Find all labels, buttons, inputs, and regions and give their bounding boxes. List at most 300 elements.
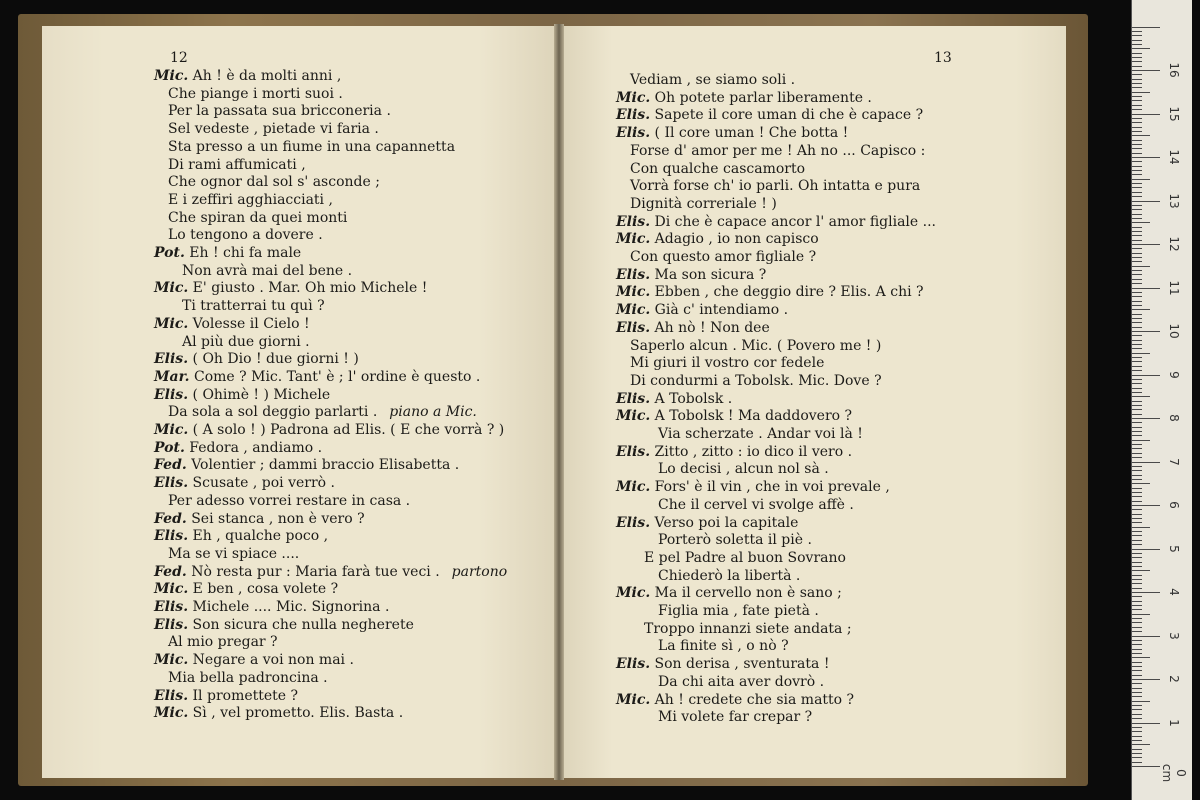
ruler-tick (1132, 596, 1142, 597)
ruler-label: 3 (1167, 631, 1181, 640)
speaker-label: Elis. (154, 475, 189, 492)
ruler-tick (1132, 114, 1160, 115)
text-line (154, 280, 427, 297)
ruler-tick (1132, 531, 1142, 532)
ruler-tick (1132, 723, 1160, 724)
speaker-label: Fed. (154, 457, 187, 474)
text-line (616, 214, 936, 231)
text-line (154, 440, 322, 457)
line-text: Al più due giorni . (182, 333, 310, 350)
ruler-tick (1132, 257, 1142, 258)
ruler-tick (1132, 361, 1142, 362)
ruler-tick (1132, 227, 1142, 228)
ruler-tick (1132, 553, 1142, 554)
text-line (168, 493, 410, 510)
line-text: Che il cervel vi svolge affè . (658, 496, 854, 513)
ruler-tick (1132, 509, 1142, 510)
speaker-label: Mic. (154, 68, 189, 84)
ruler-tick (1132, 422, 1142, 423)
text-line (168, 86, 343, 103)
ruler-tick (1132, 644, 1142, 645)
ruler-tick (1132, 653, 1142, 654)
ruler-tick (1132, 431, 1142, 432)
line-text: Scusate , poi verrò . (188, 475, 335, 492)
ruler-tick (1132, 48, 1150, 49)
ruler-tick (1132, 522, 1142, 523)
speaker-label: Mic. (154, 581, 189, 598)
text-line (182, 334, 310, 351)
text-line (630, 373, 882, 390)
line-text: ( Il core uman ! Che botta ! (650, 125, 849, 142)
text-line (154, 457, 459, 474)
ruler-tick (1132, 135, 1150, 136)
text-line (630, 161, 805, 178)
ruler-tick (1132, 131, 1142, 132)
ruler-tick (1132, 235, 1142, 236)
text-line (154, 369, 480, 386)
ruler-tick (1132, 301, 1142, 302)
ruler-tick (1132, 240, 1142, 241)
ruler-tick (1132, 92, 1150, 93)
line-text: Nò resta pur : Maria farà tue veci . (186, 563, 440, 580)
line-text: Fedora , andiamo . (184, 439, 323, 456)
speaker-label: Elis. (154, 351, 189, 368)
ruler-tick (1132, 314, 1142, 315)
ruler-tick (1132, 483, 1150, 484)
text-line (154, 511, 365, 528)
text-line (154, 68, 341, 85)
text-line (154, 617, 414, 634)
text-line (616, 320, 770, 337)
ruler-tick (1132, 70, 1160, 71)
line-text: Per adesso vorrei restare in casa . (168, 492, 411, 509)
ruler-tick (1132, 557, 1142, 558)
ruler-tick (1132, 601, 1142, 602)
speaker-label: Mic. (616, 691, 651, 708)
text-line (616, 107, 923, 124)
line-text: Da chi aita aver dovrò . (658, 673, 825, 690)
ruler-tick (1132, 83, 1142, 84)
ruler-label: 11 (1167, 279, 1181, 296)
speaker-label: Elis. (154, 687, 189, 704)
text-line (630, 249, 816, 266)
ruler-tick (1132, 544, 1142, 545)
ruler-tick (1132, 749, 1142, 750)
speaker-label: Pot. (154, 245, 185, 261)
text-line (616, 479, 890, 496)
ruler-tick (1132, 375, 1160, 376)
speaker-label: Elis. (616, 656, 651, 673)
ruler-tick (1132, 549, 1160, 550)
ruler-tick (1132, 174, 1142, 175)
ruler-label: 12 (1167, 236, 1181, 252)
line-text: Il promettete ? (188, 687, 299, 704)
ruler-tick (1132, 170, 1142, 171)
ruler-tick (1132, 118, 1142, 119)
right-page (562, 26, 1066, 778)
text-line (630, 196, 777, 213)
ruler-tick (1132, 348, 1142, 349)
text-line (168, 670, 328, 687)
speaker-label: Elis. (616, 319, 651, 336)
line-text: A Tobolsk ! Ma daddovero ? (650, 408, 853, 425)
ruler-label: 10 (1167, 323, 1181, 339)
speaker-label: Mic. (616, 89, 651, 106)
ruler-tick (1132, 214, 1142, 215)
ruler-tick (1132, 505, 1160, 506)
ruler-tick (1132, 335, 1142, 336)
ruler-tick (1132, 649, 1142, 650)
line-text: Fors' è il vin , che in voi prevale , (650, 479, 890, 496)
text-line (154, 581, 338, 598)
ruler-tick (1132, 670, 1142, 671)
ruler-tick (1132, 470, 1142, 471)
ruler-tick (1132, 109, 1142, 110)
text-line (168, 139, 455, 156)
ruler-tick (1132, 79, 1142, 80)
line-text: Al mio pregar ? (168, 634, 278, 651)
line-text: Che ognor dal sol s' asconde ; (168, 174, 380, 191)
ruler-tick (1132, 666, 1142, 667)
ruler-tick (1132, 218, 1142, 219)
line-text: Ah nò ! Non dee (650, 319, 770, 336)
ruler-tick (1132, 157, 1160, 158)
text-line (658, 426, 863, 443)
speaker-label: Fed. (154, 563, 187, 580)
speaker-label: Mic. (616, 479, 651, 496)
ruler-tick (1132, 570, 1150, 571)
line-text: Ah ! è da molti anni , (188, 68, 342, 84)
text-line (182, 298, 325, 315)
speaker-label: Elis. (154, 616, 189, 633)
ruler-tick (1132, 514, 1142, 515)
ruler-tick (1132, 144, 1142, 145)
ruler-tick (1132, 418, 1160, 419)
ruler-tick (1132, 688, 1142, 689)
speaker-label: Elis. (616, 213, 651, 230)
speaker-label: Mic. (154, 315, 189, 332)
text-line (168, 157, 306, 174)
ruler-tick (1132, 261, 1142, 262)
line-text: E i zeffiri agghiacciati , (168, 191, 333, 208)
ruler-tick (1132, 327, 1142, 328)
ruler-tick (1132, 270, 1142, 271)
ruler-tick (1132, 96, 1142, 97)
ruler-tick (1132, 279, 1142, 280)
ruler-label: 13 (1167, 192, 1181, 209)
line-text: Ma se vi spiace .... (168, 545, 300, 562)
ruler-tick (1132, 27, 1160, 28)
text-line (154, 688, 298, 705)
ruler-tick (1132, 609, 1142, 610)
text-line (630, 178, 920, 195)
text-line (154, 387, 330, 404)
line-text: Vorrà forse ch' io parli. Oh intatta e pura (630, 178, 921, 195)
text-line (154, 599, 389, 616)
ruler-tick (1132, 762, 1142, 763)
ruler-tick (1132, 692, 1142, 693)
ruler-label: 8 (1167, 414, 1181, 422)
line-text: E ben , cosa volete ? (188, 581, 339, 598)
ruler-tick (1132, 74, 1142, 75)
line-text: Sei stanca , non è vero ? (186, 510, 365, 527)
ruler-label: 5 (1167, 544, 1181, 553)
ruler-tick (1132, 527, 1150, 528)
ruler-label: 15 (1167, 105, 1181, 122)
line-text: Troppo innanzi siete andata ; (644, 620, 852, 637)
ruler-tick (1132, 127, 1142, 128)
ruler-tick (1132, 205, 1142, 206)
ruler-tick (1132, 53, 1142, 54)
text-line (616, 90, 872, 107)
ruler-tick (1132, 744, 1150, 745)
speaker-label: Elis. (616, 266, 651, 283)
text-line (168, 192, 333, 209)
ruler-tick (1132, 535, 1142, 536)
ruler-label: 2 (1167, 675, 1181, 683)
line-text: Ebben , che deggio dire ? Elis. A chi ? (650, 284, 924, 301)
text-line (616, 302, 788, 319)
text-line (168, 404, 477, 421)
ruler-tick (1132, 140, 1142, 141)
ruler-tick (1132, 453, 1142, 454)
ruler-tick (1132, 753, 1142, 754)
ruler-tick (1132, 383, 1142, 384)
line-text: Sapete il core uman di che è capace ? (650, 107, 924, 124)
ruler-tick (1132, 588, 1142, 589)
text-line (168, 174, 380, 191)
ruler-tick (1132, 492, 1142, 493)
text-line (154, 564, 507, 581)
line-text: Sta presso a un fiume in una capannetta (168, 138, 456, 155)
ruler-label: 4 (1167, 588, 1181, 596)
ruler-tick (1132, 409, 1142, 410)
ruler-tick (1132, 479, 1142, 480)
ruler-tick (1132, 718, 1142, 719)
ruler-tick (1132, 122, 1142, 123)
speaker-label: Mic. (154, 705, 189, 722)
line-text: Mia bella padroncina . (168, 669, 328, 686)
speaker-label: Mic. (616, 408, 651, 425)
text-line (616, 231, 819, 248)
line-text: Di condurmi a Tobolsk. Mic. Dove ? (630, 372, 882, 389)
ruler-tick (1132, 357, 1142, 358)
ruler-tick (1132, 87, 1142, 88)
ruler-tick (1132, 253, 1142, 254)
ruler-tick (1132, 709, 1142, 710)
book-gutter (554, 24, 564, 780)
line-text: Mi volete far crepar ? (658, 709, 813, 726)
speaker-label: Mic. (154, 652, 189, 669)
ruler-tick (1132, 322, 1142, 323)
ruler-tick (1132, 61, 1142, 62)
ruler-tick (1132, 401, 1142, 402)
text-line (154, 475, 335, 492)
line-text: Negare a voi non mai . (188, 652, 354, 669)
text-line (616, 284, 924, 301)
ruler-tick (1132, 701, 1150, 702)
ruler-tick (1132, 283, 1142, 284)
line-text: Ti tratterrai tu quì ? (182, 298, 325, 315)
ruler-tick (1132, 618, 1142, 619)
ruler-tick (1132, 31, 1142, 32)
ruler-tick (1132, 44, 1142, 45)
ruler-tick (1132, 35, 1142, 36)
text-line (630, 72, 795, 89)
text-line (658, 461, 829, 478)
ruler-tick (1132, 318, 1142, 319)
ruler-tick (1132, 344, 1142, 345)
ruler-tick (1132, 622, 1142, 623)
ruler-tick (1132, 196, 1142, 197)
line-text: Non avrà mai del bene . (182, 262, 353, 279)
line-text: Da sola a sol deggio parlarti . (168, 404, 378, 421)
line-text: Eh , qualche poco , (188, 528, 329, 545)
ruler-tick (1132, 305, 1142, 306)
text-line (168, 121, 379, 138)
text-line (616, 267, 766, 284)
line-text: Verso poi la capitale (650, 514, 799, 531)
line-text: Già c' intendiamo . (650, 302, 789, 319)
text-line (644, 550, 846, 567)
line-text: Volesse il Cielo ! (188, 315, 310, 332)
text-line (630, 143, 925, 160)
text-line (616, 515, 798, 532)
ruler-label: 1 (1167, 718, 1181, 727)
line-text: Figlia mia , fate pietà . (658, 603, 819, 619)
ruler-tick (1132, 274, 1142, 275)
ruler-tick (1132, 231, 1142, 232)
ruler-tick (1132, 540, 1142, 541)
ruler-tick (1132, 440, 1150, 441)
speaker-label: Pot. (154, 439, 185, 456)
ruler-tick (1132, 353, 1150, 354)
ruler-tick (1132, 575, 1142, 576)
text-line (644, 621, 852, 638)
text-line (658, 568, 800, 585)
text-line (616, 444, 852, 461)
text-line (658, 638, 789, 655)
text-line (616, 391, 732, 408)
ruler-tick (1132, 475, 1142, 476)
page-number: 12 (170, 50, 188, 66)
ruler-tick (1132, 309, 1150, 310)
text-line (168, 227, 323, 244)
ruler-tick (1132, 496, 1142, 497)
ruler-tick (1132, 736, 1142, 737)
text-line (630, 338, 881, 355)
line-text: E pel Padre al buon Sovrano (644, 549, 846, 566)
ruler-tick (1132, 153, 1142, 154)
text-line (616, 585, 842, 602)
text-line (168, 210, 347, 227)
speaker-label: Mic. (616, 302, 651, 319)
ruler-tick (1132, 379, 1142, 380)
ruler-label: 7 (1167, 457, 1181, 466)
text-line (616, 408, 852, 425)
ruler-tick (1132, 209, 1142, 210)
line-text: Dignità correriale ! ) (630, 195, 777, 212)
line-text: ( Ohimè ! ) Michele (188, 386, 331, 403)
ruler-tick (1132, 148, 1142, 149)
ruler-tick (1132, 370, 1142, 371)
ruler-tick (1132, 444, 1142, 445)
ruler-tick (1132, 435, 1142, 436)
ruler-label: 9 (1167, 370, 1181, 379)
text-line (168, 103, 391, 120)
speaker-label: Elis. (154, 386, 189, 403)
ruler-tick (1132, 675, 1142, 676)
line-text: Con questo amor figliale ? (630, 249, 817, 265)
line-text: Porterò soletta il piè . (658, 532, 812, 549)
ruler-tick (1132, 662, 1142, 663)
ruler-tick (1132, 248, 1142, 249)
ruler-tick (1132, 614, 1150, 615)
ruler-tick (1132, 583, 1142, 584)
ruler-tick (1132, 105, 1142, 106)
ruler-tick (1132, 636, 1160, 637)
ruler-tick (1132, 331, 1160, 332)
speaker-label: Mic. (154, 422, 189, 438)
ruler-tick (1132, 657, 1150, 658)
line-text: Ma il cervello non è sano ; (650, 585, 842, 602)
ruler-tick (1132, 405, 1142, 406)
line-text: Con qualche cascamorto (630, 160, 806, 177)
line-text: Per la passata sua bricconeria . (168, 103, 391, 120)
line-text: Sì , vel prometto. Elis. Basta . (188, 705, 404, 722)
line-text: Ah ! credete che sia matto ? (650, 691, 855, 708)
line-text: Michele .... Mic. Signorina . (188, 599, 390, 615)
ruler-tick (1132, 288, 1160, 289)
text-line (616, 656, 829, 673)
ruler-tick (1132, 340, 1142, 341)
ruler-tick (1132, 757, 1142, 758)
line-text: Forse d' amor per me ! Ah no ... Capisco : (630, 142, 926, 159)
ruler-tick (1132, 292, 1142, 293)
text-line (630, 355, 824, 372)
line-text: Che piange i morti suoi . (168, 85, 343, 102)
ruler-label: 16 (1167, 62, 1181, 78)
ruler-tick (1132, 100, 1142, 101)
ruler-label: 0 cm (1160, 763, 1188, 783)
speaker-label: Elis. (616, 125, 651, 142)
ruler-tick (1132, 683, 1142, 684)
ruler-label: 14 (1167, 149, 1181, 165)
text-line (154, 316, 310, 333)
speaker-label: Elis. (154, 528, 189, 545)
text-line (616, 692, 854, 709)
text-line (658, 709, 812, 726)
ruler-tick (1132, 592, 1160, 593)
ruler-tick (1132, 183, 1142, 184)
ruler-tick (1132, 731, 1142, 732)
line-text: Lo tengono a dovere . (168, 227, 323, 244)
ruler-tick (1132, 566, 1142, 567)
text-line (154, 245, 301, 262)
ruler-tick (1132, 244, 1160, 245)
line-text: Come ? Mic. Tant' è ; l' ordine è questo . (189, 368, 481, 385)
ruler-tick (1132, 40, 1142, 41)
ruler-tick (1132, 66, 1142, 67)
line-text: Lo decisi , alcun nol sà . (658, 461, 829, 478)
speaker-label: Elis. (616, 107, 651, 124)
text-line (616, 125, 848, 142)
line-text: Sel vedeste , pietade vi faria . (168, 121, 379, 138)
speaker-label: Fed. (154, 510, 187, 527)
text-line (154, 705, 403, 722)
stage-direction: partono (451, 563, 508, 580)
ruler-tick (1132, 57, 1142, 58)
